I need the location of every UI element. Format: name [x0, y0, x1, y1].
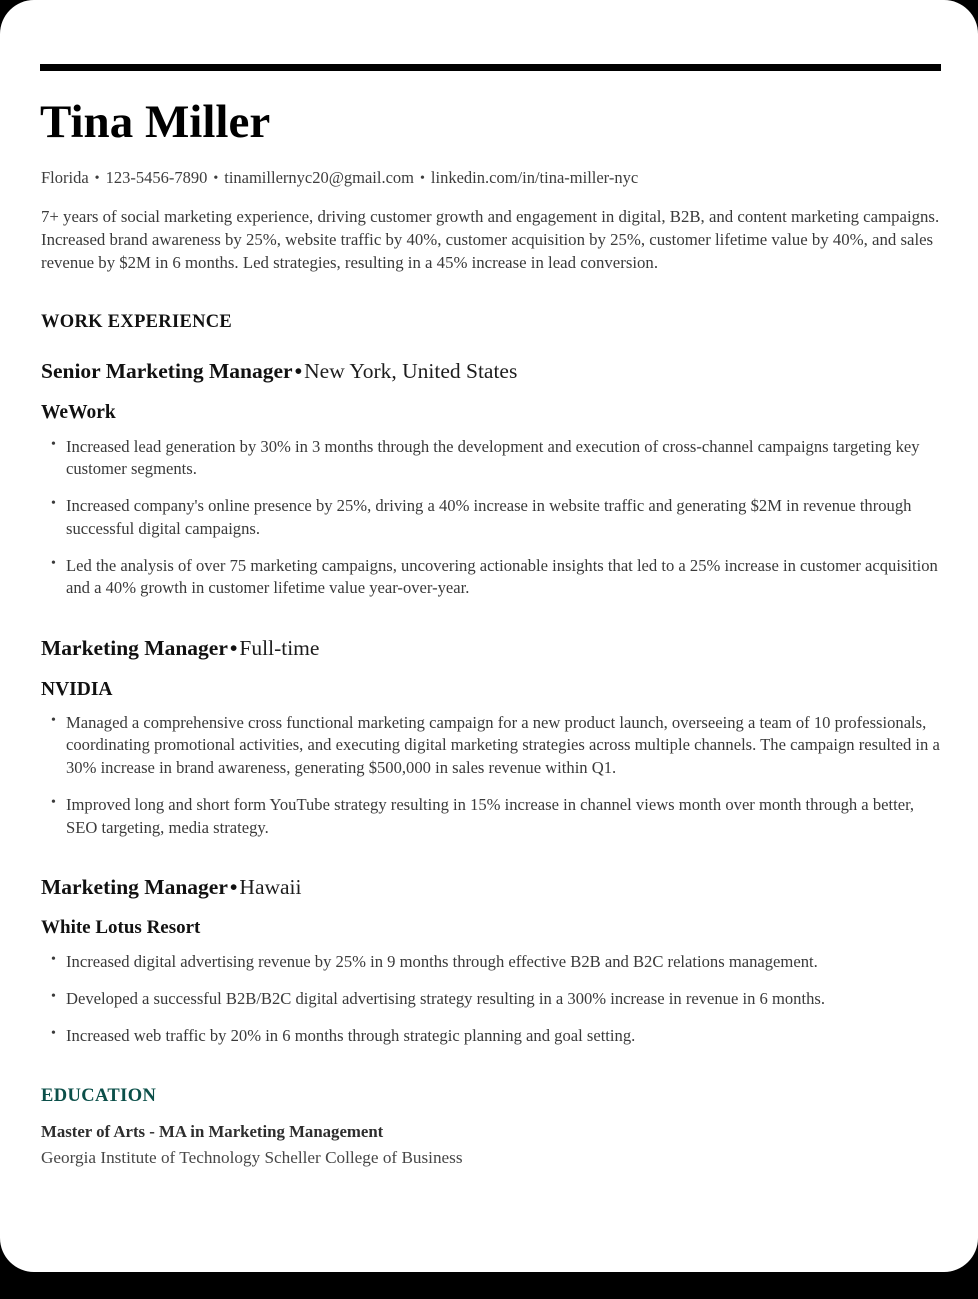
job-title-line	[41, 875, 940, 901]
education-school: Georgia Institute of Technology Scheller College of Business	[41, 1147, 463, 1167]
bullet-dot-icon: •	[51, 988, 56, 1004]
job-role: Marketing Manager	[41, 635, 228, 660]
job-bullet	[40, 988, 940, 1010]
job-bullet	[40, 555, 940, 600]
bullet-dot-icon: •	[51, 496, 56, 512]
contact-separator-2: •	[213, 171, 219, 186]
contact-location: Florida	[41, 168, 89, 187]
job-bullet-text: Increased company's online presence by 25%, driving a 40% increase in website traffic and generating $2M in revenue through successful digital campaigns.	[66, 496, 912, 538]
section-heading-work-experience: WORK EXPERIENCE	[41, 312, 233, 333]
bullet-dot-icon: •	[51, 1026, 56, 1042]
job-bullet	[40, 495, 940, 540]
contact-separator-1: •	[94, 171, 100, 186]
job-bullet	[40, 951, 940, 973]
job-bullet-text: Increased lead generation by 30% in 3 months through the development and execution of cross-channel campaigns targeting key customer segments.	[66, 436, 920, 478]
contact-linkedin[interactable]: linkedin.com/in/tina-miller-nyc	[430, 168, 639, 187]
bullet-dot-icon: •	[51, 795, 56, 811]
job-company: WeWork	[41, 402, 116, 424]
bullet-dot-icon: •	[51, 951, 56, 967]
job-bullet-text: Developed a successful B2B/B2C digital advertising strategy resulting in a 300% increase in revenue in 6 months.	[66, 988, 825, 1008]
section-heading-education: EDUCATION	[41, 1085, 157, 1106]
job-bullet-list	[40, 712, 940, 839]
job-spacer	[40, 839, 940, 849]
candidate-name: Tina Miller	[40, 96, 271, 148]
job-company: White Lotus Resort	[41, 916, 201, 938]
job-bullet-text: Increased web traffic by 20% in 6 months through strategic planning and goal setting.	[66, 1026, 636, 1046]
job-title-line	[41, 359, 940, 385]
job-bullet-list	[40, 951, 940, 1048]
job-bullet	[40, 712, 940, 779]
contact-separator-3: •	[420, 171, 425, 186]
job-spacer	[40, 600, 940, 610]
job-detail: New York, United States	[304, 359, 518, 384]
education-degree: Master of Arts - MA in Marketing Management	[41, 1121, 384, 1141]
header-rule-divider	[40, 64, 941, 71]
bullet-dot-icon: •	[51, 556, 56, 572]
job-bullet-list	[40, 436, 940, 600]
job-separator: •	[294, 359, 303, 384]
job-bullet-text: Led the analysis of over 75 marketing campaigns, uncovering actionable insights that led to a 25% increase in customer acquisition and a 40% growth in customer lifetime value year-over-year.	[66, 556, 938, 598]
job-detail: Hawaii	[239, 874, 302, 899]
job-bullet-text: Increased digital advertising revenue by 25% in 9 months through effective B2B and B2C relations management.	[66, 951, 818, 971]
contact-line	[41, 168, 940, 188]
contact-phone: 123-5456-7890	[105, 168, 208, 187]
professional-summary: 7+ years of social marketing experience, driving customer growth and engagement in digital, B2B, and content marketing campaigns. Increased brand awareness by 25%, website traffic by 40%, customer acquisition by 25%, customer lifetime value by 40%, and sales revenue by $2M in 6 months. Led strategies, resulting in a 45% increase in lead conversion.	[41, 206, 940, 273]
job-title-line	[41, 636, 940, 662]
bullet-dot-icon: •	[51, 713, 56, 729]
job-bullet-text: Improved long and short form YouTube strategy resulting in 15% increase in channel views month over month through a better, SEO targeting, media strategy.	[66, 795, 915, 837]
job-detail: Full-time	[239, 635, 320, 660]
job-bullet	[40, 1025, 940, 1047]
job-bullet	[40, 794, 940, 839]
job-bullet-text: Managed a comprehensive cross functional marketing campaign for a new product launch, overseeing a team of 10 professionals, coordinating promotional activities, and executing digital marketing strategies across multiple channels. The campaign resulted in a 30% increase in brand awareness, generating $500,000 in sales revenue within Q1.	[66, 713, 940, 777]
job-role: Marketing Manager	[41, 874, 228, 899]
bullet-dot-icon: •	[51, 436, 56, 452]
contact-email[interactable]: tinamillernyc20@gmail.com	[224, 168, 415, 187]
job-company: NVIDIA	[41, 678, 113, 700]
job-separator: •	[229, 874, 238, 899]
job-role: Senior Marketing Manager	[41, 359, 293, 384]
job-separator: •	[229, 635, 238, 660]
job-bullet	[40, 436, 940, 481]
